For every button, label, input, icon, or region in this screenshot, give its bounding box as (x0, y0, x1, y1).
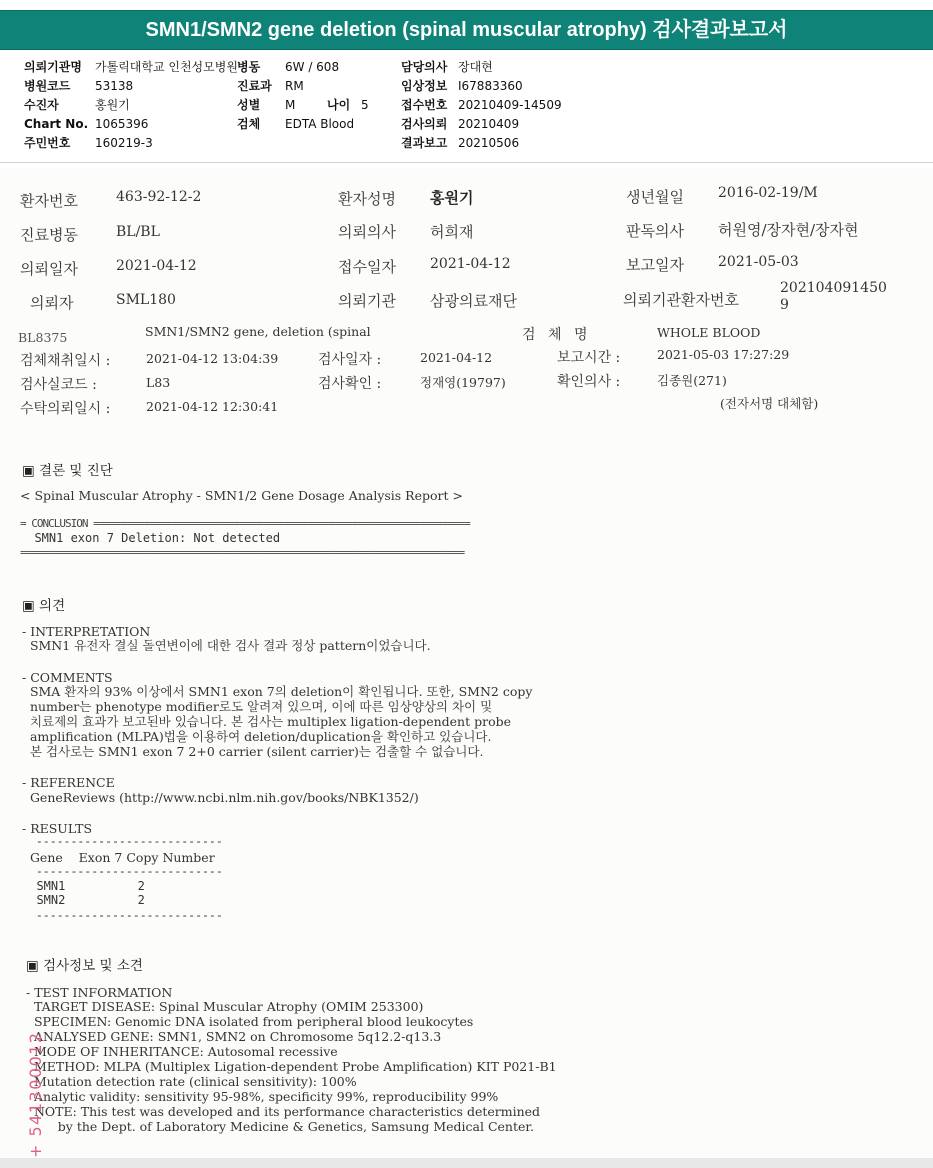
header-label: 주민번호 (24, 136, 71, 150)
test-info-line: Analytic validity: sensitivity 95-98%, specificity 99%, reproducibility 99% (26, 1089, 499, 1104)
test-info-line: by the Dept. of Laboratory Medicine & Genetics, Samsung Medical Center. (26, 1119, 534, 1134)
test-info-title: - TEST INFORMATION (26, 985, 173, 1000)
conclusion-rule-bottom: =============================================================================== (20, 546, 465, 559)
header-field (401, 115, 562, 134)
header-value: 20210409-14509 (458, 98, 562, 112)
header-label: 검사의뢰 (401, 117, 448, 131)
test-info-line: ANALYSED GENE: SMN1, SMN2 on Chromosome 5q12.2-q13.3 (26, 1029, 442, 1044)
header-label: 병원코드 (24, 79, 71, 93)
header-label: 의뢰기관명 (24, 60, 82, 74)
results-rule: --------------------------- (22, 864, 223, 878)
report-date-value: 2021-05-03 (718, 254, 799, 270)
institution-patient-no-value-cont: 9 (780, 297, 789, 313)
report-subtitle: < Spinal Muscular Atrophy - SMN1/2 Gene Dosage Analysis Report > (20, 488, 463, 503)
lab-code-label: 검사실코드 : (20, 377, 97, 393)
birthdate-value: 2016-02-19/M (718, 185, 818, 201)
header-col2 (237, 58, 369, 134)
header-field (24, 77, 238, 96)
header-value: M (285, 98, 296, 112)
collection-datetime-label: 검체채취일시 : (20, 353, 111, 369)
institution-value: 삼광의료재단 (430, 292, 517, 310)
receipt-date-label: 접수일자 (338, 258, 396, 276)
test-confirm-value: 정재영(19797) (420, 375, 506, 390)
header-label: 성별 (237, 98, 261, 112)
receipt-date-value: 2021-04-12 (430, 256, 511, 272)
comments-title: - COMMENTS (22, 670, 113, 685)
report-title: SMN1/SMN2 gene deletion (spinal muscular atrophy) 검사결과보고서 (0, 10, 933, 50)
conclusion-heading: ▣ 결론 및 진단 (22, 463, 113, 479)
header-value: 장대현 (458, 60, 493, 74)
conclusion-result: SMN1 exon 7 Deletion: Not detected (20, 531, 281, 545)
results-row: SMN2 2 (22, 893, 145, 907)
comments-line: number는 phenotype modifier로도 알려져 있으며, 이에 따른 임상양상의 차이 및 (22, 699, 493, 714)
header-field (237, 115, 369, 134)
reading-doctor-label: 판독의사 (626, 222, 684, 240)
requester-label: 의뢰자 (30, 294, 74, 312)
comments-line: 치료제의 효과가 보고된바 있습니다. 본 검사는 multiplex ligation-dependent probe (22, 714, 511, 729)
header-label: 진료과 (237, 79, 272, 93)
comments-line: amplification (MLPA)법을 이용하여 deletion/duplication을 확인하고 있습니다. (22, 729, 492, 744)
test-date-label: 검사일자 : (318, 352, 382, 368)
header-label: 담당의사 (401, 60, 448, 74)
referring-doctor-label: 의뢰의사 (338, 223, 396, 241)
header-label: 검체 (237, 117, 261, 131)
test-info-line: Mutation detection rate (clinical sensitivity): 100% (26, 1074, 357, 1089)
confirm-doctor-value: 김종원(271) (657, 373, 727, 388)
request-date-value: 2021-04-12 (116, 258, 197, 274)
comments-line: SMA 환자의 93% 이상에서 SMN1 exon 7의 deletion이 확인됩니다. 또한, SMN2 copy (22, 684, 533, 699)
reference-text: GeneReviews (http://www.ncbi.nlm.nih.gov/books/NBK1352/) (22, 790, 419, 805)
header-value: 홍원기 (95, 98, 130, 112)
test-info-heading: ▣ 검사정보 및 소견 (26, 958, 143, 974)
test-info-line: MODE OF INHERITANCE: Autosomal recessive (26, 1044, 338, 1059)
conclusion-rule-top: = CONCLUSION =================================================================== (20, 517, 470, 530)
scanned-report (0, 168, 933, 1158)
header-field (24, 96, 238, 115)
header-divider (0, 162, 933, 163)
bottom-edge (0, 1158, 933, 1168)
header-field (237, 58, 369, 77)
esign-note: (전자서명 대체함) (720, 396, 819, 411)
specimen-value: WHOLE BLOOD (657, 325, 761, 340)
age-label: 나이 (327, 98, 351, 112)
results-title: - RESULTS (22, 821, 93, 836)
report-time-value: 2021-05-03 17:27:29 (657, 347, 790, 362)
header-label: 결과보고 (401, 136, 448, 150)
specimen-label: 검 체 명 (522, 327, 588, 343)
header-value: EDTA Blood (285, 117, 355, 131)
header-field (401, 58, 562, 77)
header-value: 53138 (95, 79, 134, 93)
test-name: SMN1/SMN2 gene, deletion (spinal (145, 324, 371, 339)
header-value: RM (285, 79, 304, 93)
lab-code-value: L83 (146, 375, 171, 390)
header-field (401, 134, 562, 153)
collection-datetime-value: 2021-04-12 13:04:39 (146, 351, 279, 366)
report-time-label: 보고시간 : (557, 350, 621, 366)
results-rule: --------------------------- (22, 834, 223, 848)
header-field (401, 96, 562, 115)
interpretation-text: SMN1 유전자 결실 돌연변이에 대한 검사 결과 정상 pattern이었습니다. (22, 638, 431, 653)
institution-patient-no-label: 의뢰기관환자번호 (623, 291, 739, 309)
consign-datetime-label: 수탁의뢰일시 : (20, 401, 111, 417)
header-value: I67883360 (458, 79, 523, 93)
patient-id-label: 환자번호 (20, 192, 78, 210)
results-header: Gene Exon 7 Copy Number (22, 850, 215, 865)
header-label: 임상정보 (401, 79, 448, 93)
test-date-value: 2021-04-12 (420, 350, 493, 365)
header-value: 가톨릭대학교 인천성모병원 (95, 60, 238, 74)
results-rule: --------------------------- (22, 908, 223, 922)
requester-value: SML180 (116, 292, 176, 308)
header-value: 6W / 608 (285, 60, 340, 74)
reading-doctor-value: 허원영/장자현/장자현 (718, 221, 859, 239)
header-field (24, 115, 238, 134)
header-field (237, 77, 369, 96)
header-value: 20210409 (458, 117, 520, 131)
age-value: 5 (361, 98, 369, 112)
confirm-doctor-label: 확인의사 : (557, 374, 621, 390)
test-info-line: SPECIMEN: Genomic DNA isolated from peripheral blood leukocytes (26, 1014, 474, 1029)
interpretation-title: - INTERPRETATION (22, 624, 151, 639)
test-confirm-label: 검사확인 : (318, 376, 382, 392)
reference-title: - REFERENCE (22, 775, 115, 790)
header-label: 병동 (237, 60, 261, 74)
comments-line: 본 검사로는 SMN1 exon 7 2+0 carrier (silent carrier)는 검출할 수 없습니다. (22, 744, 484, 759)
header-value: 20210506 (458, 136, 520, 150)
referring-doctor-value: 허희재 (430, 223, 474, 241)
request-date-label: 의뢰일자 (20, 260, 78, 278)
ward-label: 진료병동 (20, 226, 78, 244)
header-field (401, 77, 562, 96)
header-field (24, 134, 238, 153)
patient-name-label: 환자성명 (338, 190, 396, 208)
opinion-heading: ▣ 의견 (22, 598, 66, 614)
results-row: SMN1 2 (22, 879, 145, 893)
header-field (237, 96, 369, 115)
institution-patient-no-value: 202104091450 (780, 280, 887, 296)
header-label: Chart No. (24, 117, 89, 131)
header-label: 접수번호 (401, 98, 448, 112)
stamp-text: + 541300012 (26, 1031, 45, 1158)
birthdate-label: 생년월일 (626, 188, 684, 206)
header-col1 (24, 58, 238, 153)
vertical-stamp (4, 1018, 45, 1158)
patient-name-value: 홍원기 (430, 189, 474, 207)
patient-id-value: 463-92-12-2 (116, 189, 202, 205)
header-label: 수진자 (24, 98, 59, 112)
header-value: 1065396 (95, 117, 149, 131)
header-value: 160219-3 (95, 136, 153, 150)
report-date-label: 보고일자 (626, 256, 684, 274)
test-info-line: METHOD: MLPA (Multiplex Ligation-dependent Probe Amplification) KIT P021-B1 (26, 1059, 557, 1074)
header-col3 (401, 58, 562, 153)
specimen-code: BL8375 (18, 330, 68, 345)
test-info-line: NOTE: This test was developed and its performance characteristics determined (26, 1104, 541, 1119)
test-info-line: TARGET DISEASE: Spinal Muscular Atrophy (OMIM 253300) (26, 999, 424, 1014)
header-field (24, 58, 238, 77)
ward-value: BL/BL (116, 224, 160, 240)
consign-datetime-value: 2021-04-12 12:30:41 (146, 399, 279, 414)
institution-label: 의뢰기관 (338, 292, 396, 310)
